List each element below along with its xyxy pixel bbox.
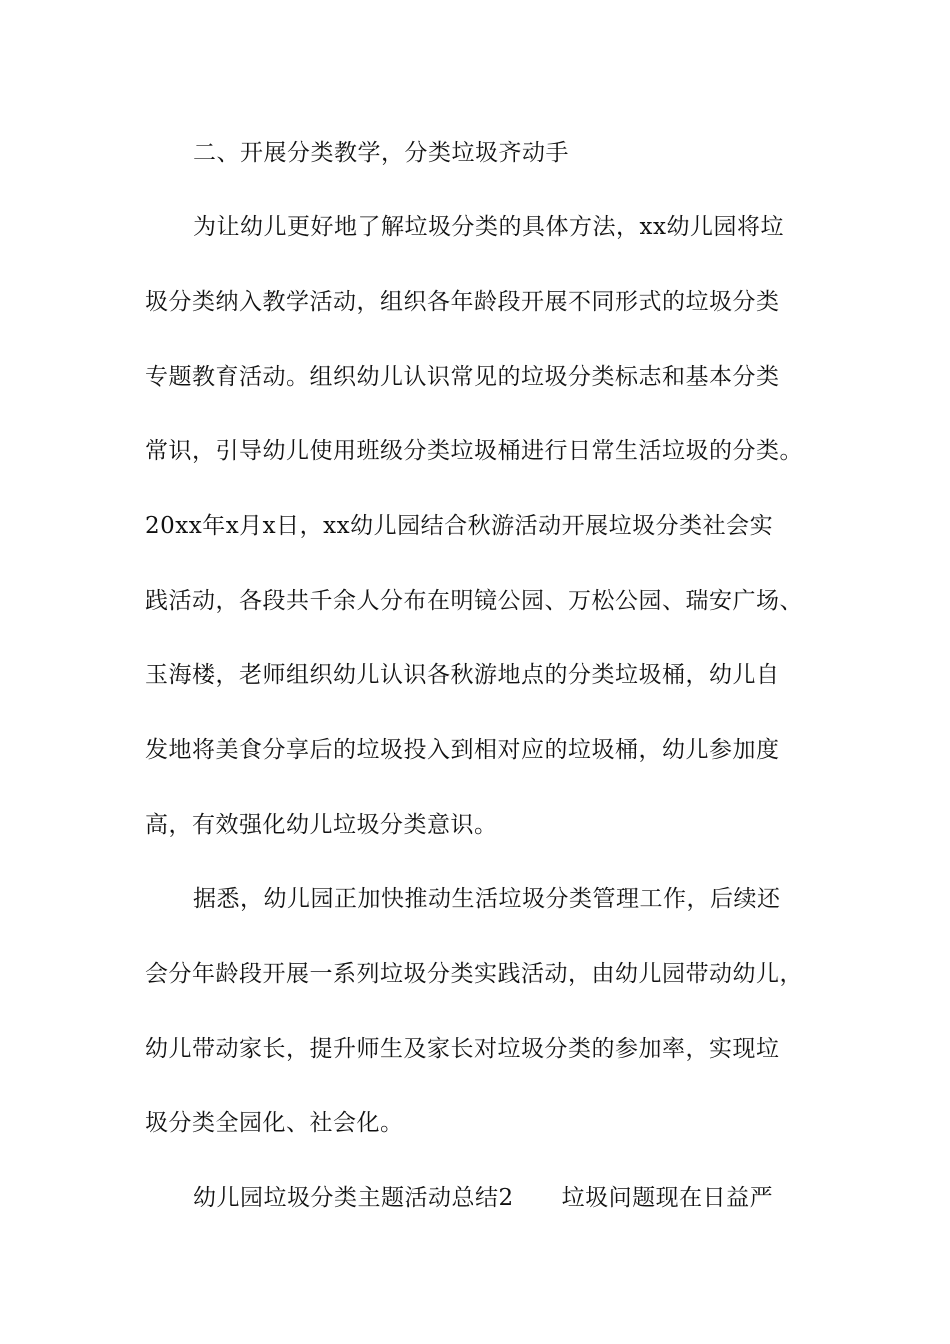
paragraph-line: 为让幼儿更好地了解垃圾分类的具体方法，xx幼儿园将垃 [193, 214, 784, 240]
paragraph-line: 高，有效强化幼儿垃圾分类意识。 [145, 812, 498, 838]
subsection-line [193, 1183, 893, 1213]
paragraph-line: 幼儿带动家长，提升师生及家长对垃圾分类的参加率，实现垃 [145, 1036, 780, 1062]
subsection-title: 幼儿园垃圾分类主题活动总结2 [193, 1185, 514, 1211]
paragraph-line: 据悉，幼儿园正加快推动生活垃圾分类管理工作，后续还 [193, 886, 781, 912]
paragraph-line: 玉海楼，老师组织幼儿认识各秋游地点的分类垃圾桶，幼儿自 [145, 662, 780, 688]
paragraph-line: 圾分类全园化、社会化。 [145, 1110, 404, 1136]
paragraph-line: 践活动，各段共千余人分布在明镜公园、万松公园、瑞安广场、 [145, 588, 803, 614]
paragraph-line: 常识，引导幼儿使用班级分类垃圾桶进行日常生活垃圾的分类。 [145, 438, 803, 464]
paragraph-line: 专题教育活动。组织幼儿认识常见的垃圾分类标志和基本分类 [145, 364, 780, 390]
section-heading: 二、开展分类教学，分类垃圾齐动手 [193, 140, 569, 166]
paragraph-line: 圾分类纳入教学活动，组织各年龄段开展不同形式的垃圾分类 [145, 289, 780, 315]
subsection-continuation: 垃圾问题现在日益严 [561, 1185, 774, 1211]
paragraph-line: 20xx年x月x日，xx幼儿园结合秋游活动开展垃圾分类社会实 [145, 513, 774, 539]
paragraph-line: 发地将美食分享后的垃圾投入到相对应的垃圾桶，幼儿参加度 [145, 737, 780, 763]
paragraph-line: 会分年龄段开展一系列垃圾分类实践活动，由幼儿园带动幼儿， [145, 961, 803, 987]
